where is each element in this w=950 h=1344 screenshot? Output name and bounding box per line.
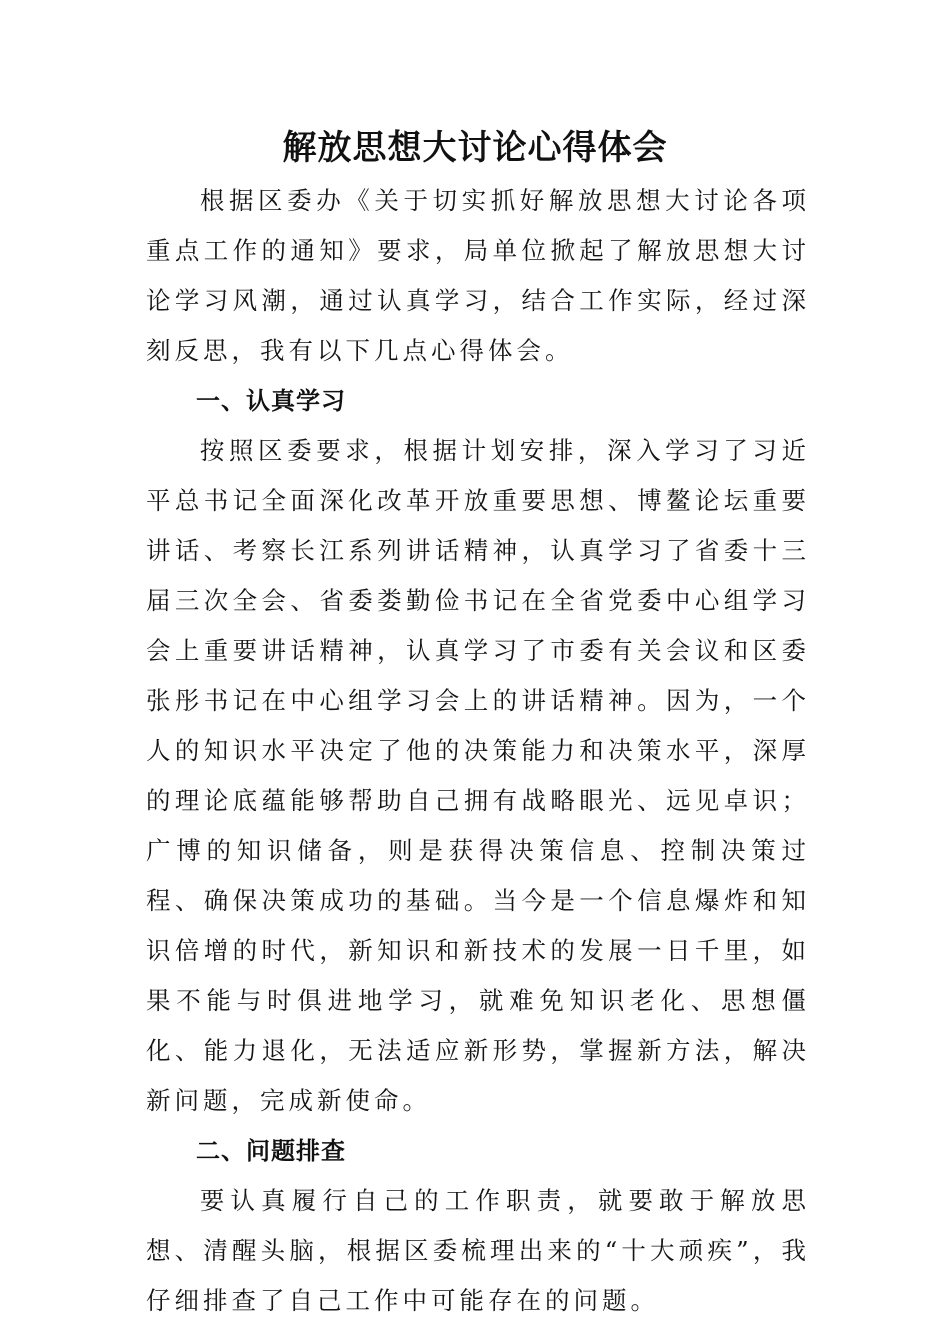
intro-paragraph: 根据区委办《关于切实抓好解放思想大讨论各项重点工作的通知》要求，局单位掀起了解放思想大讨论学习风潮，通过认真学习，结合工作实际，经过深刻反思，我有以下几点心得体会。 <box>146 186 810 365</box>
document-title: 解放思想大讨论心得体会 <box>282 128 668 168</box>
section-heading-2: 二、问题排查 <box>196 1137 346 1165</box>
section-heading-1: 一、认真学习 <box>196 387 346 415</box>
section-paragraph-2: 要认真履行自己的工作职责，就要敢于解放思想、清醒头脑，根据区委梳理出来的“十大顽疾”，我仔细排查了自己工作中可能存在的问题。 <box>146 1186 810 1315</box>
section-paragraph-1: 按照区委要求，根据计划安排，深入学习了习近平总书记全面深化改革开放重要思想、博鳌论坛重要讲话、考察长江系列讲话精神，认真学习了省委十三届三次全会、省委娄勤俭书记在全省党委中心组学习会上重要讲话精神，认真学习了市委有关会议和区委张彤书记在中心组学习会上的讲话精神。因为，一个人的知识水平决定了他的决策能力和决策水平，深厚的理论底蕴能够帮助自己拥有战略眼光、远见卓识；广博的知识储备，则是获得决策信息、控制决策过程、确保决策成功的基础。当今是一个信息爆炸和知识倍增的时代，新知识和新技术的发展一日千里，如果不能与时俱进地学习，就难免知识老化、思想僵化、能力退化，无法适应新形势，掌握新方法，解决新问题，完成新使命。 <box>146 436 810 1115</box>
document-body <box>146 176 810 1326</box>
